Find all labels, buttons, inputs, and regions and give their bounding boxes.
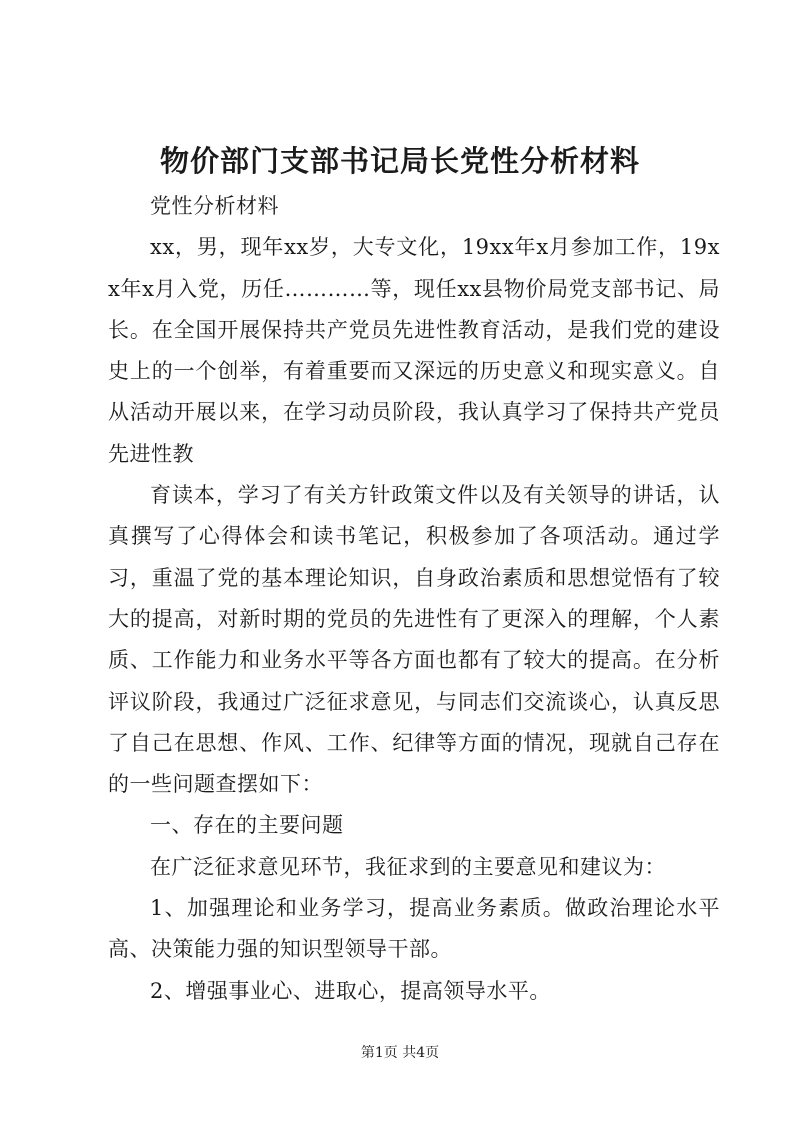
paragraph-intro: xx，男，现年xx岁，大专文化，19xx年x月参加工作，19xx年x月入党，历任…………等，现任xx县物价局党支部书记、局长。在全国开展保持共产党员先进性教育活动，是我们党的建设史上的一个创举，有着重要而又深远的历史意义和现实意义。自从活动开展以来，在学习动员阶段，我认真学习了保持共产党员先进性教 [108,235,720,466]
document-title: 物价部门支部书记局长党性分析材料 [159,144,640,178]
list-item-2: 2、增强事业心、进取心，提高领导水平。 [150,978,551,1003]
paragraph-study: 育读本，学习了有关方针政策文件以及有关领导的讲话，认真撰写了心得体会和读书笔记，积极参加了各项活动。通过学习，重温了党的基本理论知识，自身政治素质和思想觉悟有了较大的提高，对新时期的党员的先进性有了更深入的理解，个人素质、工作能力和业务水平等各方面也都有了较大的提高。在分析评议阶段，我通过广泛征求意见，与同志们交流谈心，认真反思了自己在思想、作风、工作、纪律等方面的情况，现就自己存在的一些问题查摆如下： [108,483,720,797]
paragraph-subtitle: 党性分析材料 [150,194,279,218]
document-body [108,186,720,1012]
list-item-1: 1、加强理论和业务学习，提高业务素质。做政治理论水平高、决策能力强的知识型领导干部。 [108,896,720,962]
paragraph-opinions-intro: 在广泛征求意见环节，我征求到的主要意见和建议为： [150,854,666,879]
section-heading-main-problems: 一、存在的主要问题 [150,813,344,838]
page-number-footer: 第1页 共4页 [360,1045,440,1061]
